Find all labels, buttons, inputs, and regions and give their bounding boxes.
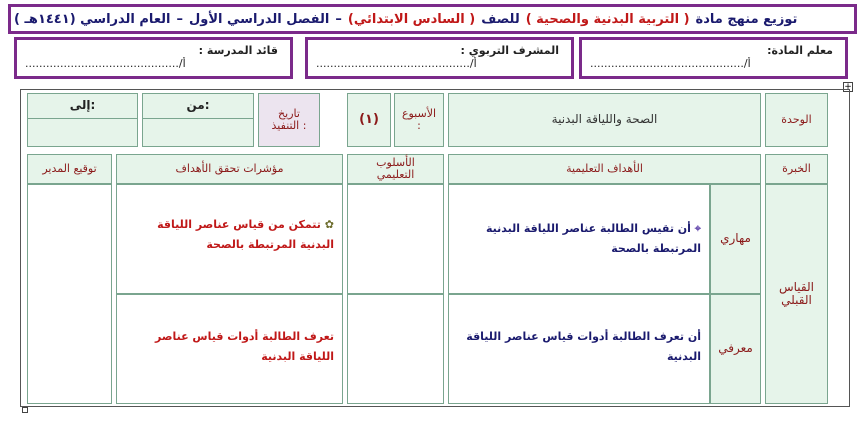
table-resize-handle[interactable] [22, 407, 28, 413]
col-method: الأسلوب التعليمي [347, 154, 444, 184]
supervisor-label: المشرف التربوي : [460, 44, 559, 57]
week-label-cell: الأسبوع : [394, 93, 444, 147]
experience-value: القياس القبلي [765, 184, 828, 404]
week-value-cell: (١) [347, 93, 391, 147]
indicator-1: ✿ تتمكن من قياس عناصر اللياقة البدنية المرتبطة بالصحة [116, 184, 343, 294]
col-objectives: الأهداف التعليمية [448, 154, 761, 184]
method-2 [347, 294, 444, 404]
objective-1: ⌖ أن تقيس الطالبة عناصر اللياقة البدنية المرتبطة بالصحة [448, 184, 710, 294]
curriculum-table [20, 89, 850, 407]
title-grade: ( السادس الابتدائي) [347, 11, 476, 27]
col-indicators: مؤشرات تحقق الأهداف [116, 154, 343, 184]
teacher-label: معلم المادة: [767, 44, 833, 57]
supervisor-signature-box [305, 37, 574, 79]
objective-2: أن تعرف الطالبة أدوات قياس عناصر اللياقة البدنية [448, 294, 710, 404]
date-label-cell: تاريخ التنفيذ : [258, 93, 320, 147]
to-label: إلى: [28, 94, 137, 119]
domain-skill: مهاري [710, 184, 761, 294]
principal-signature-box [14, 37, 293, 79]
table-move-handle[interactable]: + [844, 82, 852, 92]
supervisor-line: أ/............................................ [316, 57, 477, 70]
unit-label-cell: الوحدة [765, 93, 828, 147]
principal-label: قائد المدرسة : [198, 44, 278, 57]
indicator-2: تعرف الطالبة أدوات قياس عناصر اللياقة البدنية [116, 294, 343, 404]
crosshair-bullet-icon: ⌖ [694, 222, 701, 235]
title-semester: الفصل الدراسي الأول [189, 11, 330, 27]
title-subject: ( التربية البدنية والصحية ) [525, 11, 690, 27]
document-title [8, 4, 857, 34]
title-dash2: – [176, 11, 183, 27]
title-part1: توزيع منهج مادة [695, 11, 798, 27]
domain-knowledge: معرفي [710, 294, 761, 404]
principal-line: أ/............................................ [25, 57, 186, 70]
signature-cell [27, 184, 112, 404]
from-label: من: [143, 94, 253, 119]
title-part2: للصف [481, 11, 520, 27]
col-signature: توقيع المدير [27, 154, 112, 184]
to-cell [27, 93, 138, 147]
title-dash1: – [335, 11, 342, 27]
unit-value-cell: الصحة واللياقة البدنية [448, 93, 761, 147]
teacher-signature-box [579, 37, 848, 79]
teacher-line: أ/............................................ [590, 57, 751, 70]
from-cell [142, 93, 254, 147]
title-year: العام الدراسي (١٤٤١هـ ) [14, 11, 171, 27]
col-experience: الخبرة [765, 154, 828, 184]
method-1 [347, 184, 444, 294]
flower-bullet-icon: ✿ [324, 218, 334, 231]
